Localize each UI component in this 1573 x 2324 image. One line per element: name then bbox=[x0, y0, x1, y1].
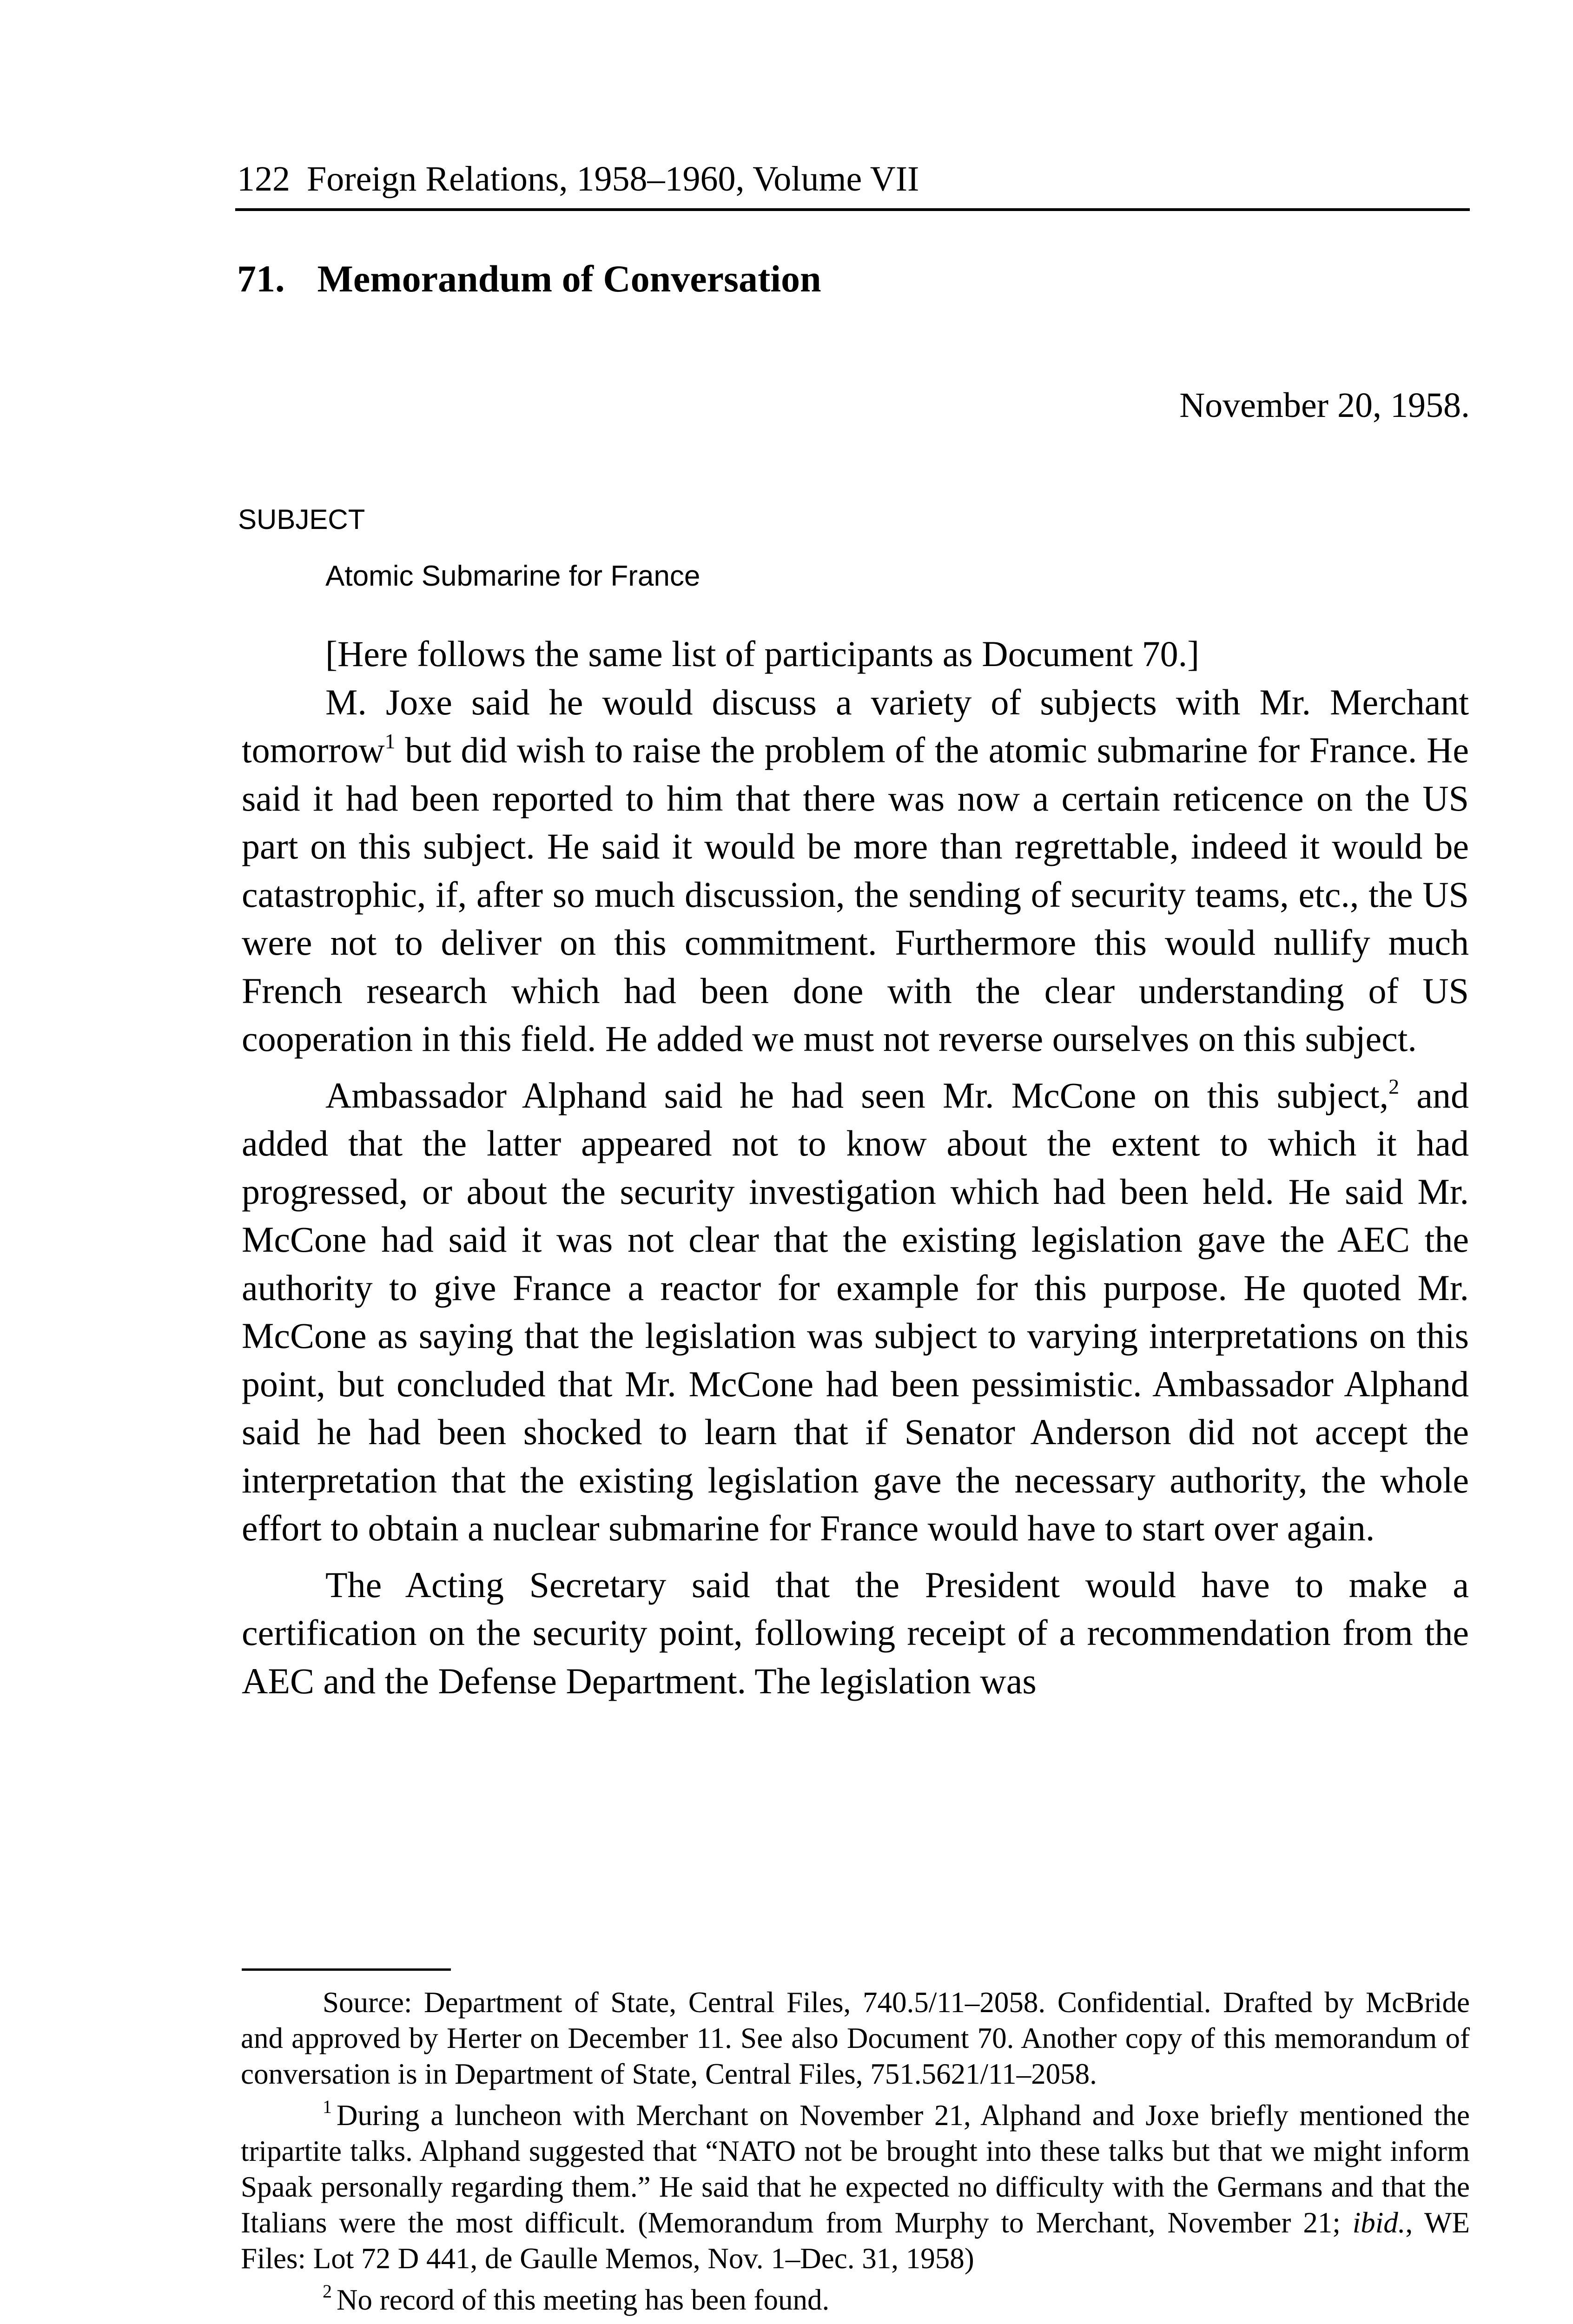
paragraph-joxe-text-a: M. Joxe said he would discuss a variety of subjects with Mr. Merchant tomorrow bbox=[242, 681, 1469, 770]
footnote-2-marker: 2 bbox=[323, 2281, 332, 2302]
footnote-ref-1: 1 bbox=[384, 729, 396, 753]
paragraph-joxe-text-b: but did wish to raise the problem of the atomic submarine for France. He said it had been reported to him that there was now a certain reticence on the US part on this subject. He said it would be more than regrettable, indeed it would be catastrophic, if, after so much discussion, the sending of security teams, etc., the US were not to deliver on this commitment. Furthermore this would nullify much French research which had been done with the clear understanding of US cooperation in this field. He added we must not reverse ourselves on this subject. bbox=[242, 730, 1469, 1059]
footnote-rule bbox=[242, 1968, 451, 1971]
footnote-1-text-a: During a luncheon with Merchant on November 21, Alphand and Joxe briefly mentioned the tripartite talks. Alphand suggested that “NATO not be brought into these talks but that we might inform Spaak personally regarding them.” He said that he expected no difficulty with the Germans and that the Italians were the most difficult. (Memorandum from Murphy to Merchant, November 21; bbox=[241, 2099, 1470, 2239]
page-number: 122 bbox=[237, 159, 290, 198]
header-rule bbox=[235, 208, 1470, 211]
document-title: Memorandum of Conversation bbox=[317, 257, 821, 300]
paragraph-alphand bbox=[242, 1071, 1469, 1552]
document-date: November 20, 1958. bbox=[1179, 386, 1470, 425]
paragraph-alphand-text-a: Ambassador Alphand said he had seen Mr. McCone on this subject, bbox=[325, 1075, 1389, 1116]
footnote-1-marker: 1 bbox=[323, 2096, 332, 2117]
participants-note: [Here follows the same list of participants as Document 70.] bbox=[325, 634, 1200, 674]
footnote-1-ibid: ibid. bbox=[1352, 2206, 1406, 2239]
footnote-2-text: No record of this meeting has been found. bbox=[337, 2284, 830, 2316]
source-note: Source: Department of State, Central Files, 740.5/11–2058. Confidential. Drafted by McBride and approved by Herter on December 11. See also Document 70. Another copy of this memorandum of conversation is in Department of State, Central Files, 751.5621/11–2058. bbox=[241, 1986, 1470, 2090]
publication-title: Foreign Relations, 1958–1960, Volume VII bbox=[307, 159, 919, 198]
running-head bbox=[237, 156, 1427, 202]
body-text bbox=[242, 630, 1469, 1705]
paragraph-joxe bbox=[242, 678, 1469, 1063]
subject-label: SUBJECT bbox=[238, 504, 365, 535]
footnote-1-text-b: , WE Files: Lot 72 D 441, de Gaulle Memos, Nov. 1–Dec. 31, 1958) bbox=[241, 2206, 1470, 2275]
footnote-2 bbox=[241, 2282, 1470, 2318]
footnote-1 bbox=[241, 2098, 1470, 2277]
footnotes bbox=[241, 1985, 1470, 2318]
footnote-ref-2: 2 bbox=[1388, 1074, 1400, 1098]
subject-text: Atomic Submarine for France bbox=[325, 560, 701, 592]
paragraph-alphand-text-b: and added that the latter appeared not to know about the extent to which it had progressed, or about the security investigation which had been held. He said Mr. McCone had said it was not clear that the existing legislation gave the AEC the authority to give France a reactor for example for this purpose. He quoted Mr. McCone as saying that the legislation was subject to varying interpretations on this point, but concluded that Mr. McCone had been pessimistic. Ambassador Alphand said he had been shocked to learn that if Senator Anderson did not accept the interpretation that the existing legislation gave the necessary authority, the whole effort to obtain a nuclear submarine for France would have to start over again. bbox=[242, 1075, 1469, 1548]
paragraph-acting-secretary: The Acting Secretary said that the President would have to make a certification on the security point, following receipt of a recommendation from the AEC and the Defense Department. The legislation was bbox=[242, 1564, 1469, 1701]
document-number: 71. bbox=[237, 257, 285, 300]
document-heading bbox=[237, 253, 821, 304]
